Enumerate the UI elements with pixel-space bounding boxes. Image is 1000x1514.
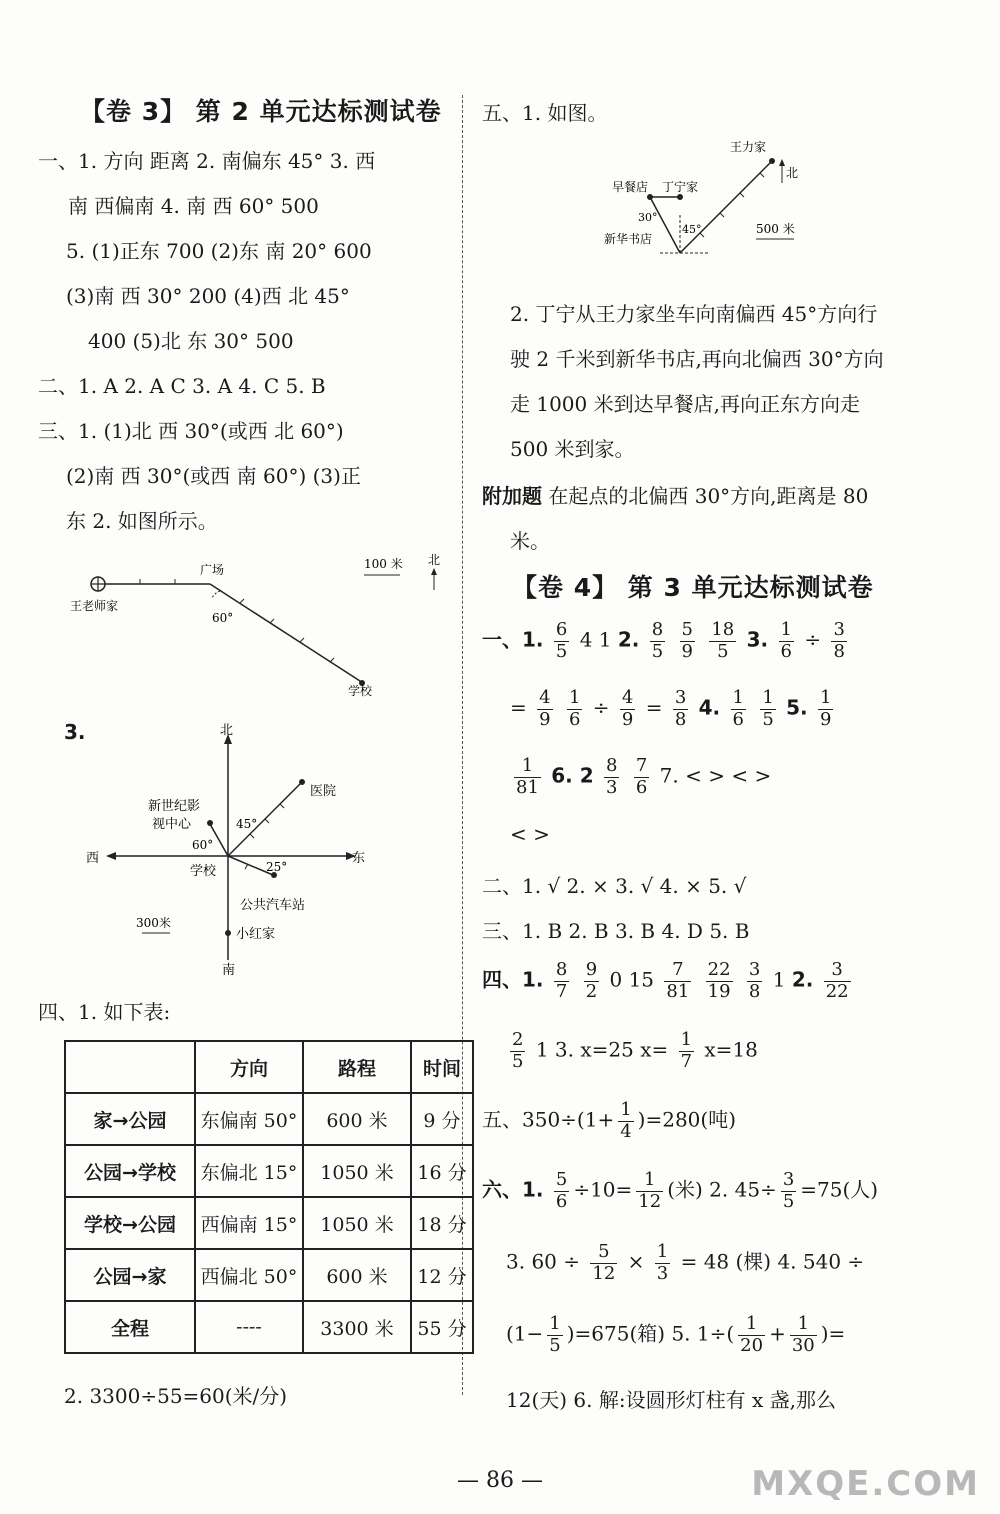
angle-label: 60°: [212, 611, 234, 625]
denominator: 9: [681, 640, 693, 662]
plain-text: 五、350÷(1+: [482, 1107, 615, 1132]
answer-line: 2. 3300÷55=60(米/分): [64, 1384, 288, 1408]
numerator: 1: [680, 1029, 693, 1050]
numerator: 22: [707, 959, 731, 980]
hospital-label: 医院: [310, 784, 337, 799]
table-cell: 学校→公园: [65, 1197, 195, 1249]
fraction: [650, 620, 665, 662]
denominator: 81: [516, 776, 539, 798]
table-row: [65, 1249, 473, 1301]
numerator: 1: [549, 1313, 561, 1334]
denominator: 5: [555, 640, 568, 662]
answer-line: 2. 丁宁从王力家坐车向南偏西 45°方向行: [510, 302, 878, 326]
denominator: 81: [666, 980, 690, 1002]
numerator: 1: [738, 1314, 765, 1336]
fraction: [664, 960, 691, 1002]
plain-text: )=280(吨): [637, 1107, 737, 1132]
numerator: 7: [635, 755, 648, 776]
plain-text: = 48 (棵) 4. 540 ÷: [680, 1249, 865, 1274]
denominator: 20: [740, 1334, 764, 1356]
item-label: 一、1.: [482, 627, 544, 652]
answer-line: [510, 756, 771, 798]
denominator: 8: [674, 708, 687, 730]
north-label: 北: [220, 723, 234, 738]
dingning-home-label: 丁宁家: [662, 180, 699, 194]
operator: ÷: [804, 627, 822, 652]
section-title-3: 【卷 3】 第 2 单元达标测试卷: [80, 97, 442, 126]
denominator: 7: [555, 980, 568, 1002]
watermark: MXQE.COM: [751, 1464, 980, 1504]
numerator: 2: [512, 1029, 524, 1050]
numerator: 3: [748, 959, 761, 980]
fraction: [514, 756, 541, 798]
plain-text: 1: [535, 1037, 549, 1062]
east-label: 东: [352, 851, 366, 866]
table-cell: 1050 米: [303, 1197, 411, 1249]
north-label: 北: [428, 553, 441, 567]
answer-line: [506, 1030, 758, 1072]
plain-text: )=675(箱) 5. 1÷(: [566, 1321, 735, 1346]
fraction: [738, 1314, 765, 1356]
fraction: [655, 1242, 670, 1284]
fraction: [590, 1242, 617, 1284]
plain-text: 7. < > < >: [659, 763, 772, 788]
item-label: 2.: [617, 627, 640, 652]
angle-label: 30°: [638, 211, 658, 224]
numerator: 7: [664, 960, 691, 982]
numerator: 5: [590, 1242, 617, 1264]
table-row: [65, 1145, 473, 1197]
denominator: 22: [825, 980, 849, 1002]
numerator: 8: [651, 619, 664, 640]
answer-line: 400 (5)北 东 30° 500: [88, 329, 294, 353]
numerator: 8: [606, 755, 618, 776]
fraction: [760, 688, 775, 730]
page-number: — 86 —: [457, 1468, 543, 1493]
denominator: 6: [568, 708, 581, 730]
south-label: 南: [222, 963, 236, 978]
denominator: 19: [707, 980, 731, 1002]
item-label: 4.: [698, 695, 721, 720]
table-header: 路程: [303, 1041, 411, 1093]
bookstore-label: 新华书店: [604, 232, 653, 246]
numerator: 1: [790, 1314, 817, 1336]
table-cell: 1050 米: [303, 1145, 411, 1197]
numerator: 8: [555, 959, 568, 980]
plain-text: 3. x=25 x=: [554, 1037, 669, 1062]
fraction: [510, 1030, 525, 1072]
answer-line: 走 1000 米到达早餐店,再向正东方向走: [510, 392, 860, 416]
plain-text: =75(人): [800, 1177, 879, 1202]
fraction: [781, 1170, 796, 1212]
denominator: 8: [748, 980, 761, 1002]
answer-line: 三、1. B 2. B 3. B 4. D 5. B: [482, 919, 750, 943]
numerator: 4: [621, 687, 634, 708]
numerator: 1: [568, 687, 581, 708]
west-label: 西: [86, 851, 100, 866]
fraction: [584, 960, 599, 1002]
fraction: [779, 620, 794, 662]
item-label: 2.: [791, 967, 814, 992]
answer-line: 三、1. (1)北 西 30°(或西 北 60°): [38, 419, 344, 443]
wang-home-label: 王力家: [730, 140, 767, 154]
numerator: 1: [636, 1170, 663, 1192]
route-table: [64, 1040, 474, 1354]
fraction: [709, 620, 736, 662]
numerator: 9: [585, 959, 598, 980]
answer-line: 二、1. √ 2. × 3. √ 4. × 5. √: [482, 874, 747, 898]
table-cell: 公园→家: [65, 1249, 195, 1301]
plain-text: 4 1: [579, 627, 612, 652]
denominator: 6: [780, 640, 792, 662]
fraction: [604, 756, 619, 798]
table-cell: 东偏南 50°: [195, 1093, 303, 1145]
fraction: [790, 1314, 817, 1356]
table-cell: 家→公园: [65, 1093, 195, 1145]
answer-line: 一、1. 方向 距离 2. 南偏东 45° 3. 西: [38, 149, 376, 173]
item-label: 六、1.: [482, 1177, 544, 1202]
answer-line: [506, 1242, 864, 1284]
numerator: 1: [656, 1241, 669, 1262]
table-cell: 12 分: [411, 1249, 473, 1301]
fraction: [634, 756, 649, 798]
fraction: [831, 620, 846, 662]
fraction: [547, 1314, 562, 1356]
fraction: [673, 688, 688, 730]
table-cell: 600 米: [303, 1093, 411, 1145]
denominator: 9: [621, 708, 634, 730]
plain-text: (米) 2. 45÷: [667, 1177, 777, 1202]
scale-label: 500 米: [756, 222, 795, 236]
table-header: 方向: [195, 1041, 303, 1093]
section-title-4: 【卷 4】 第 3 单元达标测试卷: [512, 573, 874, 602]
denominator: 12: [592, 1262, 616, 1284]
table-cell: 55 分: [411, 1301, 473, 1353]
fraction: [620, 688, 635, 730]
numerator: 5: [681, 619, 693, 640]
numerator: 3: [833, 619, 845, 640]
angle-label: 60°: [192, 838, 214, 852]
table-cell: 18 分: [411, 1197, 473, 1249]
denominator: 6: [555, 1190, 568, 1212]
angle-label: 25°: [266, 860, 288, 874]
answer-line: [482, 620, 851, 662]
operator: ÷: [592, 695, 610, 720]
table-row: [65, 1197, 473, 1249]
answer-line: (3)南 西 30° 200 (4)西 北 45°: [66, 284, 350, 308]
numerator: 5: [555, 1169, 568, 1190]
fraction: [680, 620, 695, 662]
item-label: 5.: [786, 695, 808, 720]
table-cell: 西偏南 15°: [195, 1197, 303, 1249]
plain-text: )=: [820, 1321, 846, 1346]
denominator: 6: [732, 708, 744, 730]
numerator: 1: [820, 687, 832, 708]
fraction: [818, 688, 833, 730]
school-label: 学校: [348, 684, 373, 698]
fraction: [618, 1100, 633, 1142]
fraction: [731, 688, 746, 730]
table-header: [65, 1041, 195, 1093]
plain-text: x=18: [704, 1037, 758, 1062]
numerator: 1: [732, 687, 744, 708]
plain-text: 1: [772, 967, 786, 992]
fraction: [567, 688, 582, 730]
denominator: 2: [585, 980, 598, 1002]
denominator: 9: [820, 708, 832, 730]
answer-line: 驶 2 千米到新华书店,再向北偏西 30°方向: [510, 347, 884, 371]
angle-label: 45°: [236, 817, 258, 831]
table-row: [65, 1093, 473, 1145]
answer-line: 东 2. 如图所示。: [66, 509, 218, 533]
fraction: [824, 960, 851, 1002]
breakfast-label: 早餐店: [612, 180, 649, 194]
table-cell: 3300 米: [303, 1301, 411, 1353]
scale-label: 100 米: [364, 557, 403, 571]
school-label: 学校: [190, 864, 217, 879]
answer-line: 南 西偏南 4. 南 西 60° 500: [68, 194, 319, 218]
denominator: 30: [791, 1334, 815, 1356]
xiaohong-home-label: 小红家: [236, 927, 276, 942]
plain-text: (1−: [506, 1321, 544, 1346]
table-header: 时间: [411, 1041, 473, 1093]
operator: =: [645, 695, 663, 720]
angle-label: 45°: [682, 223, 702, 236]
operator: +: [769, 1321, 786, 1346]
answer-line: [506, 1314, 845, 1356]
scale-label: 300米: [136, 916, 171, 930]
answer-line: < >: [510, 822, 550, 846]
operator: ×: [627, 1249, 645, 1274]
numerator: 3: [674, 687, 687, 708]
numerator: 4: [539, 687, 551, 708]
item-label: 四、1.: [482, 967, 544, 992]
square-label: 广场: [200, 563, 225, 577]
figure-label: 3.: [64, 720, 86, 744]
table-cell: ----: [195, 1301, 303, 1353]
plain-text: ÷10=: [573, 1177, 633, 1202]
answer-line: 米。: [510, 529, 550, 553]
answer-line: 五、1. 如图。: [482, 101, 608, 125]
answer-line: [482, 1170, 878, 1212]
table-cell: 9 分: [411, 1093, 473, 1145]
item-label: 3.: [746, 627, 769, 652]
table-row: [65, 1301, 473, 1353]
denominator: 5: [782, 1190, 795, 1212]
bonus-text: 在起点的北偏西 30°方向,距离是 80: [548, 484, 869, 508]
north-label: 北: [786, 166, 799, 180]
table-cell: 西偏北 50°: [195, 1249, 303, 1301]
fraction: [636, 1170, 663, 1212]
denominator: 7: [680, 1050, 693, 1072]
numerator: 3: [824, 960, 851, 982]
table-cell: 公园→学校: [65, 1145, 195, 1197]
denominator: 5: [717, 640, 729, 662]
answer-line: 12(天) 6. 解:设圆形灯柱有 x 盏,那么: [506, 1388, 836, 1412]
table-cell: 全程: [65, 1301, 195, 1353]
plain-text: 0 15: [609, 967, 655, 992]
route-map-figure-2: [600, 135, 830, 265]
cinema-label: 新世纪影: [148, 799, 201, 814]
cinema-label: 视中心: [152, 817, 192, 832]
answer-line: (2)南 西 30°(或西 南 60°) (3)正: [66, 464, 361, 488]
answer-line: [510, 688, 837, 730]
home-label: 王老师家: [70, 599, 119, 613]
denominator: 3: [656, 1262, 669, 1284]
fraction: [554, 960, 569, 1002]
fraction: [706, 960, 733, 1002]
answer-line: [482, 480, 868, 509]
numerator: 3: [782, 1169, 795, 1190]
numerator: 1: [514, 756, 541, 778]
denominator: 3: [606, 776, 618, 798]
answer-line: 5. (1)正东 700 (2)东 南 20° 600: [66, 239, 372, 263]
fraction: [554, 620, 569, 662]
answer-line: [482, 960, 855, 1002]
denominator: 5: [762, 708, 774, 730]
numerator: 1: [620, 1099, 632, 1120]
fraction: [679, 1030, 694, 1072]
denominator: 6: [635, 776, 648, 798]
fraction: [537, 688, 552, 730]
item-label: 6. 2: [551, 763, 594, 788]
numerator: 1: [762, 687, 774, 708]
fraction: [747, 960, 762, 1002]
denominator: 5: [549, 1334, 561, 1356]
plain-text: 3. 60 ÷: [506, 1249, 581, 1274]
bus-station-label: 公共汽车站: [240, 898, 306, 913]
answer-line: 500 米到家。: [510, 437, 635, 461]
numerator: 6: [555, 619, 568, 640]
denominator: 5: [651, 640, 664, 662]
denominator: 12: [638, 1190, 662, 1212]
bonus-label: 附加题: [482, 484, 542, 508]
denominator: 5: [512, 1050, 524, 1072]
denominator: 9: [539, 708, 551, 730]
denominator: 8: [833, 640, 845, 662]
answer-line: 四、1. 如下表:: [38, 1000, 171, 1024]
answer-line: [482, 1100, 736, 1142]
compass-map-figure: [80, 720, 380, 980]
table-cell: 东偏北 15°: [195, 1145, 303, 1197]
table-cell: 600 米: [303, 1249, 411, 1301]
numerator: 1: [780, 619, 792, 640]
answer-line: 二、1. A 2. A C 3. A 4. C 5. B: [38, 374, 326, 398]
fraction: [554, 1170, 569, 1212]
route-map-figure: [70, 548, 460, 708]
denominator: 4: [620, 1120, 632, 1142]
operator: =: [510, 695, 527, 720]
numerator: 18: [711, 619, 735, 640]
table-cell: 16 分: [411, 1145, 473, 1197]
